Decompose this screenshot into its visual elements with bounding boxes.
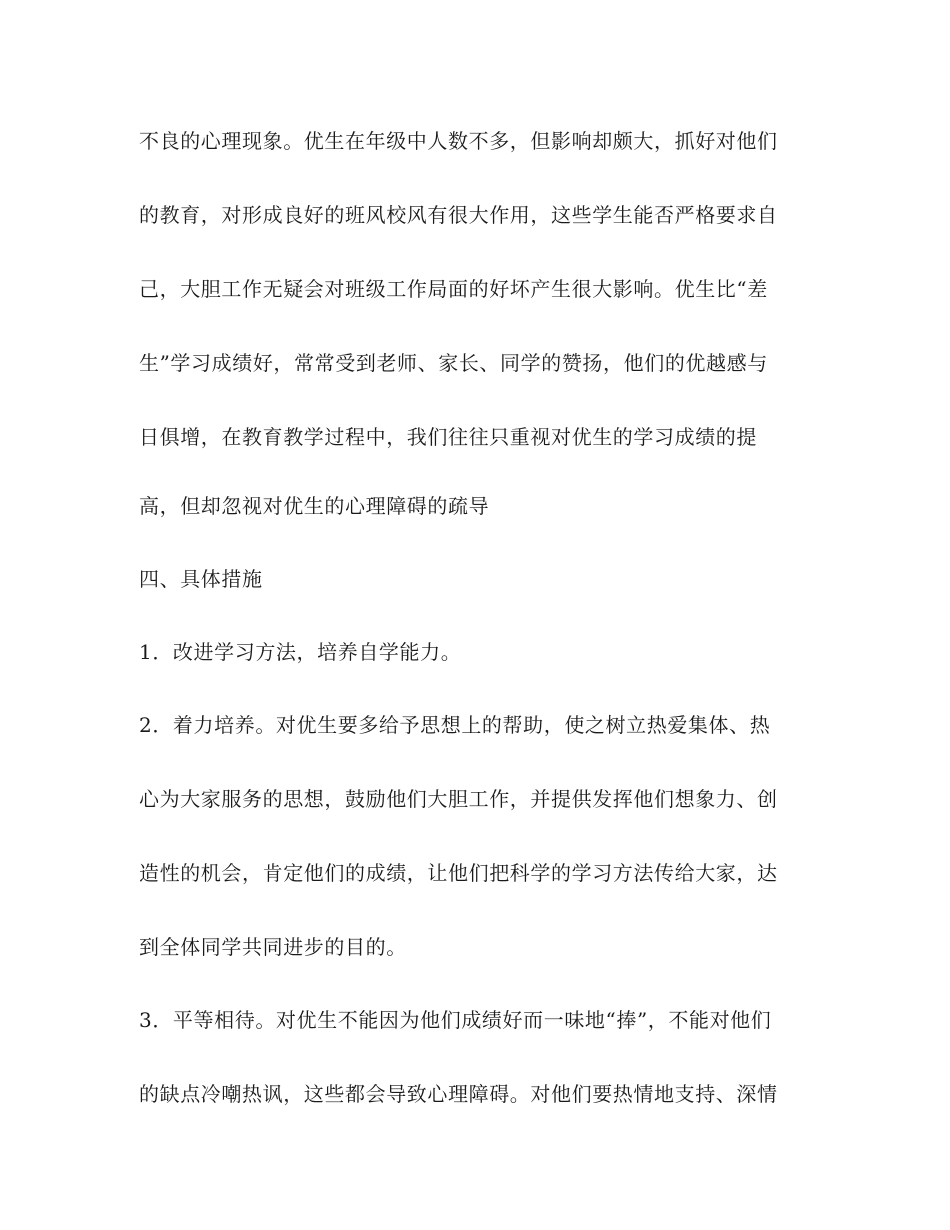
paragraph-line: 的教育，对形成良好的班风校风有很大作用，这些学生能否严格要求自 [139,203,778,227]
list-item-3: 3．平等相待。对优生不能因为他们成绩好而一味地“捧”，不能对他们 [139,1008,772,1032]
list-item-1: 1．改进学习方法，培养自学能力。 [139,640,462,664]
paragraph-line: 的缺点冷嘲热讽，这些都会导致心理障碍。对他们要热情地支持、深情 [139,1082,778,1106]
paragraph-line: 己，大胆工作无疑会对班级工作局面的好坏产生很大影响。优生比“差 [139,277,768,301]
paragraph-line: 不良的心理现象。优生在年级中人数不多，但影响却颇大，抓好对他们 [139,129,778,153]
paragraph-line: 高，但却忽视对优生的心理障碍的疏导 [139,494,490,518]
paragraph-line: 日俱增，在教育教学过程中，我们往往只重视对优生的学习成绩的提 [139,425,757,449]
list-item-2: 2．着力培养。对优生要多给予思想上的帮助，使之树立热爱集体、热 [139,713,771,737]
paragraph-line: 造性的机会，肯定他们的成绩，让他们把科学的学习方法传给大家，达 [139,861,778,885]
paragraph-line: 生”学习成绩好，常常受到老师、家长、同学的赞扬，他们的优越感与 [139,351,768,375]
paragraph-line: 心为大家服务的思想，鼓励他们大胆工作，并提供发挥他们想象力、创 [139,787,778,811]
paragraph-line: 到全体同学共同进步的目的。 [139,935,407,959]
section-heading: 四、具体措施 [139,567,263,591]
